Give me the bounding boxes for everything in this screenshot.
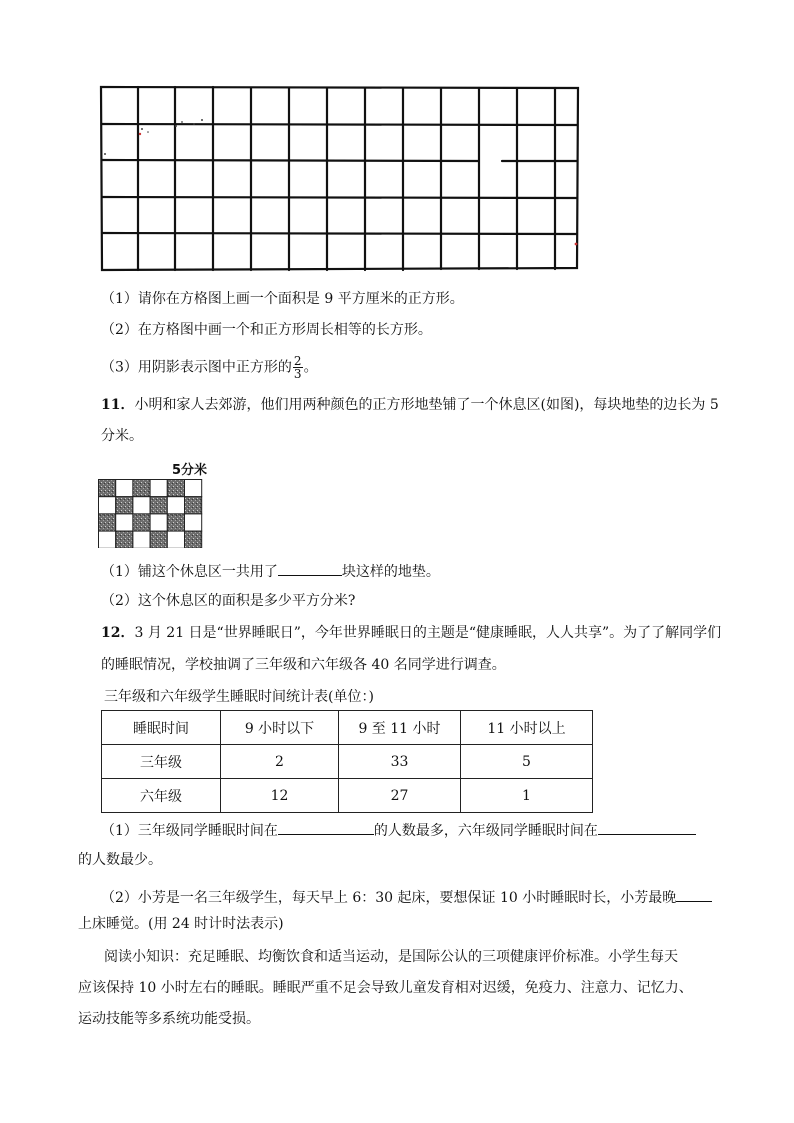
q12-item-2-line-2: 上床睡觉。(用 24 时计时法表示) — [78, 916, 284, 932]
q12-stem-text: 3 月 21 日是“世界睡眠日”，今年世界睡眠日的主题是“健康睡眠，人人共享”。为了了解同学们 — [134, 625, 722, 641]
table-cell: 六年级 — [102, 779, 221, 813]
square-grid-figure — [98, 84, 584, 274]
table-row — [102, 779, 593, 813]
table-cell: 33 — [339, 745, 461, 779]
q12-item-1-text-a: （1）三年级同学睡眠时间在 — [101, 823, 278, 839]
dark-mat-tile — [150, 531, 167, 548]
dark-mat-tile — [116, 497, 133, 514]
table-cell: 2 — [221, 745, 339, 779]
q10-item-3-text: （3）用阴影表示图中正方形的 — [101, 359, 292, 376]
table-caption: 三年级和六年级学生睡眠时间统计表(单位：) — [104, 689, 374, 705]
q12-stem-line-1 — [101, 623, 721, 643]
fraction-denominator: 3 — [293, 367, 302, 381]
q11-item-1-text: （1）铺这个休息区一共用了 — [101, 564, 278, 580]
answer-blank[interactable] — [278, 820, 374, 835]
dark-mat-tile — [116, 531, 133, 548]
light-mat-tile — [116, 514, 133, 531]
table-cell: 27 — [339, 779, 461, 813]
light-mat-tile — [167, 497, 184, 514]
q12-item-2-line-1 — [101, 887, 712, 908]
dark-mat-tile — [99, 480, 116, 497]
table-cell: 5 — [461, 745, 593, 779]
light-mat-tile — [99, 531, 116, 548]
table-row — [102, 745, 593, 779]
q12-number: 12． — [101, 625, 135, 641]
light-mat-tile — [133, 531, 150, 548]
answer-blank[interactable] — [278, 561, 342, 576]
q11-stem-line-1 — [101, 395, 719, 415]
light-mat-tile — [116, 480, 133, 497]
table-header-cell: 9 至 11 小时 — [339, 711, 461, 745]
q10-item-1: （1）请你在方格图上画一个面积是 9 平方厘米的正方形。 — [101, 291, 464, 307]
table-header-cell: 睡眠时间 — [102, 711, 221, 745]
q11-item-2: （2）这个休息区的面积是多少平方分米? — [101, 593, 356, 609]
q11-item-1 — [101, 561, 440, 582]
q10-item-3 — [101, 355, 318, 380]
table-header-cell: 11 小时以上 — [461, 711, 593, 745]
checkered-mat-figure — [97, 478, 205, 548]
dark-mat-tile — [167, 514, 184, 531]
q11-item-1-suffix: 块这样的地垫。 — [341, 564, 440, 580]
light-mat-tile — [99, 497, 116, 514]
q12-item-1-line-2: 的人数最少。 — [78, 852, 162, 868]
dark-mat-tile — [150, 497, 167, 514]
table-header-row — [102, 711, 593, 745]
mat-size-label: 5分米 — [172, 463, 208, 478]
q11-number: 11． — [101, 397, 135, 413]
answer-blank[interactable] — [676, 887, 712, 902]
dark-mat-tile — [185, 497, 202, 514]
reading-tip-line-1: 阅读小知识：充足睡眠、均衡饮食和适当运动，是国际公认的三项健康评价标准。小学生每天 — [104, 949, 678, 965]
q11-stem-text: 小明和家人去郊游，他们用两种颜色的正方形地垫铺了一个休息区(如图)，每块地垫的边长为 5 — [134, 397, 719, 413]
light-mat-tile — [185, 480, 202, 497]
table-cell: 1 — [461, 779, 593, 813]
light-mat-tile — [185, 514, 202, 531]
dark-mat-tile — [167, 480, 184, 497]
dark-mat-tile — [133, 514, 150, 531]
q12-item-1-line-1 — [101, 820, 696, 841]
light-mat-tile — [167, 531, 184, 548]
q10-item-2: （2）在方格图中画一个和正方形周长相等的长方形。 — [101, 322, 432, 338]
dark-mat-tile — [99, 514, 116, 531]
light-mat-tile — [150, 480, 167, 497]
light-mat-tile — [133, 497, 150, 514]
q12-stem-line-2: 的睡眠情况，学校抽调了三年级和六年级各 40 名同学进行调查。 — [101, 657, 506, 673]
table-cell: 12 — [221, 779, 339, 813]
q12-item-2-text: （2）小芳是一名三年级学生，每天早上 6：30 起床，要想保证 10 小时睡眠时长，小芳最晚 — [101, 890, 677, 906]
q12-item-1-text-b: 的人数最多，六年级同学睡眠时间在 — [373, 823, 598, 839]
table-header-cell: 9 小时以下 — [221, 711, 339, 745]
fraction-numerator: 2 — [293, 354, 302, 368]
fraction-two-thirds — [293, 355, 303, 380]
answer-blank[interactable] — [598, 820, 696, 835]
sleep-time-table — [101, 710, 593, 813]
dark-mat-tile — [185, 531, 202, 548]
dark-mat-tile — [133, 480, 150, 497]
q10-item-3-suffix: 。 — [303, 359, 318, 376]
reading-tip-line-2: 应该保持 10 小时左右的睡眠。睡眠严重不足会导致儿童发育相对迟缓，免疫力、注意力、记忆力、 — [78, 980, 693, 996]
q11-stem-line-2: 分米。 — [101, 428, 143, 444]
table-cell: 三年级 — [102, 745, 221, 779]
light-mat-tile — [150, 514, 167, 531]
reading-tip-line-3: 运动技能等多系统功能受损。 — [78, 1011, 260, 1027]
